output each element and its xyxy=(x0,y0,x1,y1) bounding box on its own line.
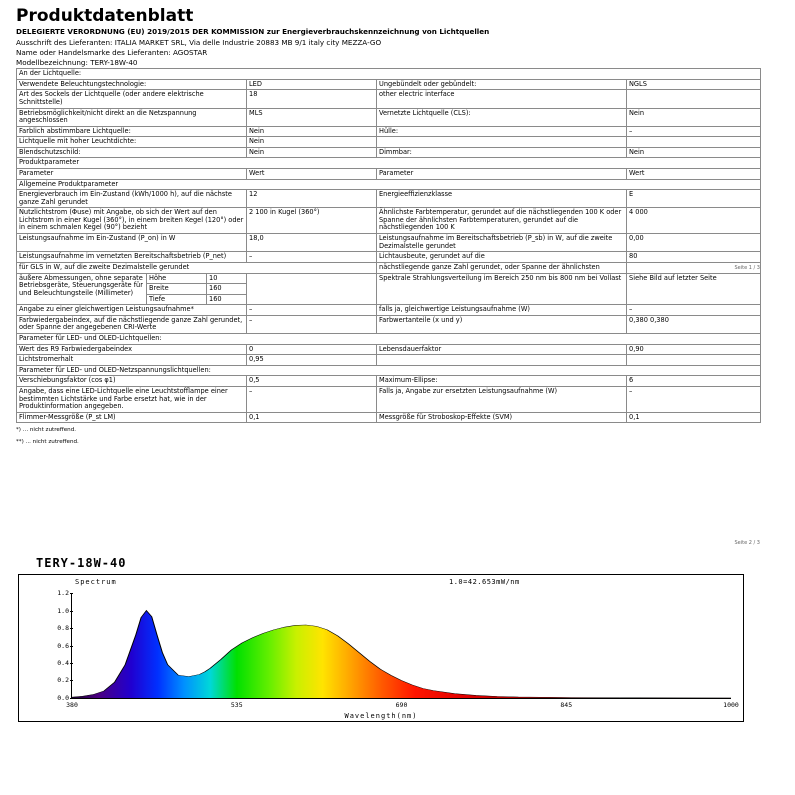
row-value: 2 100 in Kugel (360°) xyxy=(247,208,377,234)
x-axis-tick: 535 xyxy=(230,701,243,709)
x-axis-tick: 1000 xyxy=(723,701,739,709)
table-row xyxy=(17,334,761,345)
row-label-2: Energieeffizienzklasse xyxy=(377,190,627,208)
row-label-2: Ungebündelt oder gebündelt: xyxy=(377,79,627,90)
row-value-2 xyxy=(627,137,761,148)
row-value: Nein xyxy=(247,147,377,158)
row-label-2 xyxy=(377,137,627,148)
row-label: Nutzlichtstrom (Φuse) mit Angabe, ob sich der Wert auf den Lichtstrom in einer Kugel (360°), in einem breiten Kegel (120°) oder in einem schmalen Kegel (90°) bezieht xyxy=(17,208,247,234)
row-value-2: 0,90 xyxy=(627,344,761,355)
row-value: Nein xyxy=(247,137,377,148)
row-value: MLS xyxy=(247,108,377,126)
row-value: – xyxy=(247,252,377,263)
row-label: Farbwiedergabeindex, auf die nächstliegende ganze Zahl gerundet, oder Spanne der angegebenen CRI-Werte xyxy=(17,315,247,333)
col-header-value: Wert xyxy=(247,168,377,179)
table-row xyxy=(17,365,761,376)
table-row xyxy=(17,305,761,316)
chart-title: TERY-18W-40 xyxy=(36,556,127,570)
y-axis-tick: 0.0 xyxy=(57,694,69,702)
table-row xyxy=(17,344,761,355)
y-axis-tick: 0.4 xyxy=(57,659,69,667)
table-row xyxy=(17,137,761,148)
table-row xyxy=(17,412,761,423)
supplier-brand: Name oder Handelsmarke des Lieferanten: AGOSTAR xyxy=(16,47,208,57)
row-label-2: Leistungsaufnahme im Bereitschaftsbetrieb (P_sb) in W, auf die zweite Dezimalstelle gerundet xyxy=(377,234,627,252)
continued-label-right: nächstliegende ganze Zahl gerundet, oder Spanne der ähnlichsten xyxy=(377,263,627,274)
row-value-2: – xyxy=(627,305,761,316)
row-label: Angabe, dass eine LED-Lichtquelle eine Leuchtstofflampe einer bestimmten Lichtstärke und Farbe ersetzt hat, wie in der Produktinformation angegeben. xyxy=(17,386,247,412)
col-header-parameter-2: Parameter xyxy=(377,168,627,179)
row-label-2: Ähnlichste Farbtemperatur, gerundet auf die nächstliegenden 100 K oder Spanne der ähnlichsten Farbtemperaturen, gerundet auf die nächstliegenden 100 K xyxy=(377,208,627,234)
row-label-2: Messgröße für Stroboskop-Effekte (SVM) xyxy=(377,412,627,423)
dimension-name: Tiefe xyxy=(147,294,207,305)
table-row xyxy=(17,208,761,234)
row-label: Flimmer-Messgröße (P_st LM) xyxy=(17,412,247,423)
row-value-2: – xyxy=(627,126,761,137)
row-label: Wert des R9 Farbwiedergabeindex xyxy=(17,344,247,355)
row-value: LED xyxy=(247,79,377,90)
row-label: Leistungsaufnahme im Ein-Zustand (P_on) in W xyxy=(17,234,247,252)
row-label-2: other electric interface xyxy=(377,90,627,108)
spectrum-chart xyxy=(18,574,744,722)
spectral-power-distribution-curve xyxy=(72,593,731,698)
row-value-2: 80 xyxy=(627,252,761,263)
row-label-2: falls ja, gleichwertige Leistungsaufnahme (W) xyxy=(377,305,627,316)
dimension-name: Höhe xyxy=(147,273,207,284)
row-value-2: 0,380 0,380 xyxy=(627,315,761,333)
row-label: Lichtstromerhalt xyxy=(17,355,247,366)
row-label: Leistungsaufnahme im vernetzten Bereitschaftsbetrieb (P_net) xyxy=(17,252,247,263)
dimension-value: 160 xyxy=(207,294,247,305)
table-row xyxy=(17,179,761,190)
table-row xyxy=(17,126,761,137)
row-label: Betriebsmöglichkeit/nicht direkt an die Netzspannung angeschlossen xyxy=(17,108,247,126)
table-row xyxy=(17,147,761,158)
row-value: – xyxy=(247,386,377,412)
row-value: 0,95 xyxy=(247,355,377,366)
row-value: 18,0 xyxy=(247,234,377,252)
chart-label-scale: 1.0=42.653mW/nm xyxy=(449,578,520,586)
row-value-2: 6 xyxy=(627,376,761,387)
dimensions-filler xyxy=(247,273,377,305)
footnote-1: *) ... nicht zutreffend. xyxy=(16,427,77,434)
x-axis-tick: 690 xyxy=(395,701,408,709)
y-axis-tick: 0.2 xyxy=(57,676,69,685)
row-value: – xyxy=(247,315,377,333)
table-row xyxy=(17,168,761,179)
subsection-heading-led-oled: Parameter für LED- und OLED-Lichtquellen: xyxy=(17,334,761,345)
row-label-2: Hülle: xyxy=(377,126,627,137)
row-value: 12 xyxy=(247,190,377,208)
light-source-table xyxy=(16,68,761,263)
row-value-2: Nein xyxy=(627,108,761,126)
row-label-2 xyxy=(377,355,627,366)
y-axis-tick: 1.0 xyxy=(57,606,69,615)
y-axis-tick: 0.8 xyxy=(57,623,69,632)
spectral-distribution-label: Spektrale Strahlungsverteilung im Bereich 250 nm bis 800 nm bei Vollast xyxy=(377,273,627,305)
row-value-2: 0,1 xyxy=(627,412,761,423)
table-row xyxy=(17,190,761,208)
row-label: Verschiebungsfaktor (cos φ1) xyxy=(17,376,247,387)
table-row xyxy=(17,315,761,333)
sheet-1 xyxy=(16,6,760,271)
x-axis-tick: 380 xyxy=(66,701,78,709)
row-value: 18 xyxy=(247,90,377,108)
row-value-2 xyxy=(627,355,761,366)
row-value-2 xyxy=(627,90,761,108)
table-row xyxy=(17,234,761,252)
table-row xyxy=(17,69,761,80)
row-value-2: E xyxy=(627,190,761,208)
continued-label-left: für GLS in W, auf die zweite Dezimalstelle gerundet xyxy=(17,263,377,274)
row-value: – xyxy=(247,305,377,316)
row-value-2: – xyxy=(627,386,761,412)
x-axis-title: Wavelength(nm) xyxy=(344,712,418,720)
continued-value-right xyxy=(627,263,761,274)
dimension-value: 10 xyxy=(207,273,247,284)
table-row xyxy=(17,90,761,108)
table-row xyxy=(17,108,761,126)
subsection-heading-led-oled-mains: Parameter für LED- und OLED-Netzspannungslichtquellen: xyxy=(17,365,761,376)
row-label-2: Lichtausbeute, gerundet auf die xyxy=(377,252,627,263)
model-designation: Modellbezeichnung: TERY-18W-40 xyxy=(16,57,138,67)
row-label-2: Dimmbar: xyxy=(377,147,627,158)
spectral-distribution-value: Siehe Bild auf letzter Seite xyxy=(627,273,761,305)
row-label-2: Vernetzte Lichtquelle (CLS): xyxy=(377,108,627,126)
page-footer-1: Seite 1 / 3 xyxy=(734,264,760,271)
row-value-2: Nein xyxy=(627,147,761,158)
table-row xyxy=(17,263,761,274)
section-heading-product-parameters: Produktparameter xyxy=(17,158,761,169)
dimension-value: 160 xyxy=(207,284,247,295)
row-value: 0,5 xyxy=(247,376,377,387)
row-label: Verwendete Beleuchtungstechnologie: xyxy=(17,79,247,90)
row-value: 0 xyxy=(247,344,377,355)
row-label: Angabe zu einer gleichwertigen Leistungsaufnahme* xyxy=(17,305,247,316)
table-row xyxy=(17,355,761,366)
table-row xyxy=(17,252,761,263)
row-value: Nein xyxy=(247,126,377,137)
regulation-subtitle: DELEGIERTE VERORDNUNG (EU) 2019/2015 DER KOMMISSION zur Energieverbrauchskennzeichnung von Lichtquellen xyxy=(16,27,490,36)
page-title: Produktdatenblatt xyxy=(16,6,194,26)
y-axis-tick: 0.6 xyxy=(57,641,69,650)
x-axis-tick: 845 xyxy=(560,701,573,709)
table-row xyxy=(17,273,761,284)
product-parameters-table-continued xyxy=(16,262,761,423)
dimensions-label: äußere Abmessungen, ohne separate Betriebsgeräte, Steuerungsgeräte für und Beleuchtungsteile (Millimeter) xyxy=(17,273,147,305)
row-label: Art des Sockels der Lichtquelle (oder andere elektrische Schnittstelle) xyxy=(17,90,247,108)
supplier-address: Ausschrift des Lieferanten: ITALIA MARKET SRL, Via delle Industrie 20883 MB 9/1 italy city MEZZA-GO xyxy=(16,38,382,48)
subsection-heading-general: Allgemeine Produktparameter xyxy=(17,179,761,190)
section-heading-light-source: An der Lichtquelle: xyxy=(17,69,761,80)
row-label-2: Lebensdauerfaktor xyxy=(377,344,627,355)
sheet-3 xyxy=(18,556,762,722)
sheet-2 xyxy=(16,262,760,446)
col-header-parameter: Parameter xyxy=(17,168,247,179)
row-value-2: 4 000 xyxy=(627,208,761,234)
row-value-2: 0,00 xyxy=(627,234,761,252)
row-value: 0,1 xyxy=(247,412,377,423)
chart-plot-area xyxy=(57,589,739,709)
row-label: Blendschutzschild: xyxy=(17,147,247,158)
table-row xyxy=(17,376,761,387)
row-label-2: Maximum-Ellipse: xyxy=(377,376,627,387)
footnote-2: **) ... nicht zutreffend. xyxy=(16,438,79,445)
row-label-2: Farbwertanteile (x und y) xyxy=(377,315,627,333)
chart-label-spectrum: Spectrum xyxy=(75,578,117,586)
row-label: Farblich abstimmbare Lichtquelle: xyxy=(17,126,247,137)
row-label: Lichtquelle mit hoher Leuchtdichte: xyxy=(17,137,247,148)
row-label: Energieverbrauch im Ein-Zustand (kWh/1000 h), auf die nächste ganze Zahl gerundet xyxy=(17,190,247,208)
table-row xyxy=(17,79,761,90)
table-row xyxy=(17,386,761,412)
page-footer-2: Seite 2 / 3 xyxy=(734,540,760,546)
row-label-2: Falls ja, Angabe zur ersetzten Leistungsaufnahme (W) xyxy=(377,386,627,412)
col-header-value-2: Wert xyxy=(627,168,761,179)
y-axis-tick: 1.2 xyxy=(57,589,69,597)
table-row xyxy=(17,158,761,169)
dimension-name: Breite xyxy=(147,284,207,295)
row-value-2: NGLS xyxy=(627,79,761,90)
